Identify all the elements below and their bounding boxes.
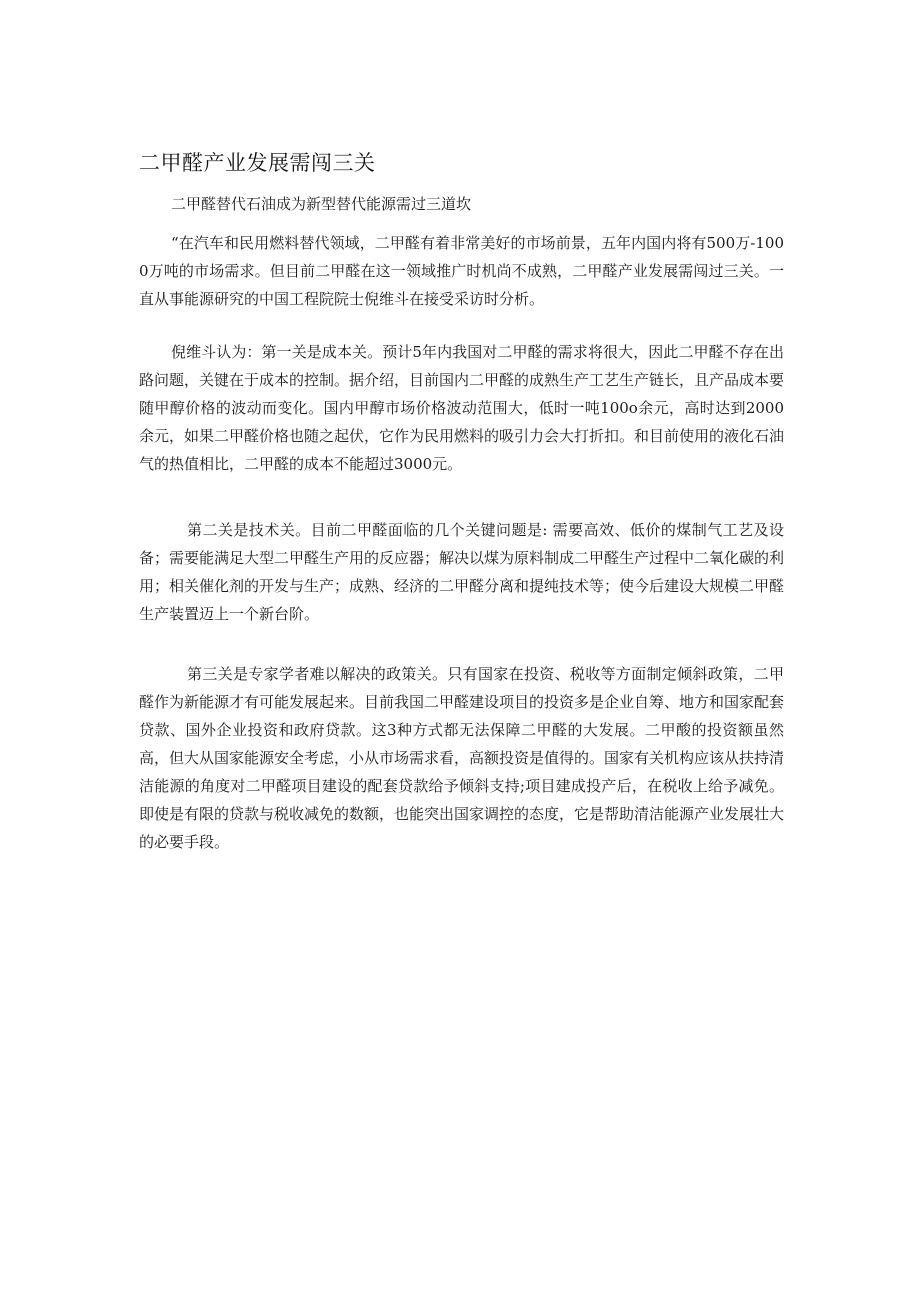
paragraph-cost-barrier: 倪维斗认为：第一关是成本关。预计5年内我国对二甲醛的需求将很大，因此二甲醛不存在出路问题，关键在于成本的控制。据介绍，目前国内二甲醛的成熟生产工艺生产链长，且产品成本要随甲醇价格的波动而变化。国内甲醇市场价格波动范围大，低时一吨100o余元，高时达到2000余元，如果二甲醛价格也随之起伏，它作为民用燃料的吸引力会大打折扣。和目前使用的液化石油气的热值相比，二甲醛的成本不能超过3000元。 bbox=[139, 343, 785, 473]
document-subtitle: 二甲醛替代石油成为新型替代能源需过三道坎 bbox=[171, 195, 472, 213]
paragraph-policy-barrier: 第三关是专家学者难以解决的政策关。只有国家在投资、税收等方面制定倾斜政策，二甲醛作为新能源才有可能发展起来。目前我国二甲醛建设项目的投资多是企业自筹、地方和国家配套贷款、国外企业投资和政府贷款。这3种方式都无法保障二甲醛的大发展。二甲酸的投资额虽然高，但大从国家能源安全考虑，小从市场需求看，高额投资是值得的。国家有关机构应该从扶持清洁能源的角度对二甲醛项目建设的配套贷款给予倾斜支持;项目建成投产后，在税收上给予减免。即使是有限的贷款与税收减免的数额，也能突出国家调控的态度，它是帮助清洁能源产业发展壮大的必要手段。 bbox=[139, 665, 785, 851]
paragraph-intro: “在汽车和民用燃料替代领域，二甲醛有着非常美好的市场前景，五年内国内将有500万-1000万吨的市场需求。但目前二甲醛在这一领域推广时机尚不成熟，二甲醛产业发展需闯过三关。一直从事能源研究的中国工程院院士倪维斗在接受采访时分析。 bbox=[139, 234, 784, 308]
document-title: 二甲醛产业发展需闯三关 bbox=[139, 151, 376, 175]
paragraph-technology-barrier: 第二关是技术关。目前二甲醛面临的几个关键问题是: 需要高效、低价的煤制气工艺及设备；需要能满足大型二甲醛生产用的反应器；解决以煤为原料制成二甲醛生产过程中二氧化碳的利用；相关催化剂的开发与生产；成熟、经济的二甲醛分离和提纯技术等；使今后建设大规模二甲醛生产装置迈上一个新台阶。 bbox=[139, 521, 785, 623]
